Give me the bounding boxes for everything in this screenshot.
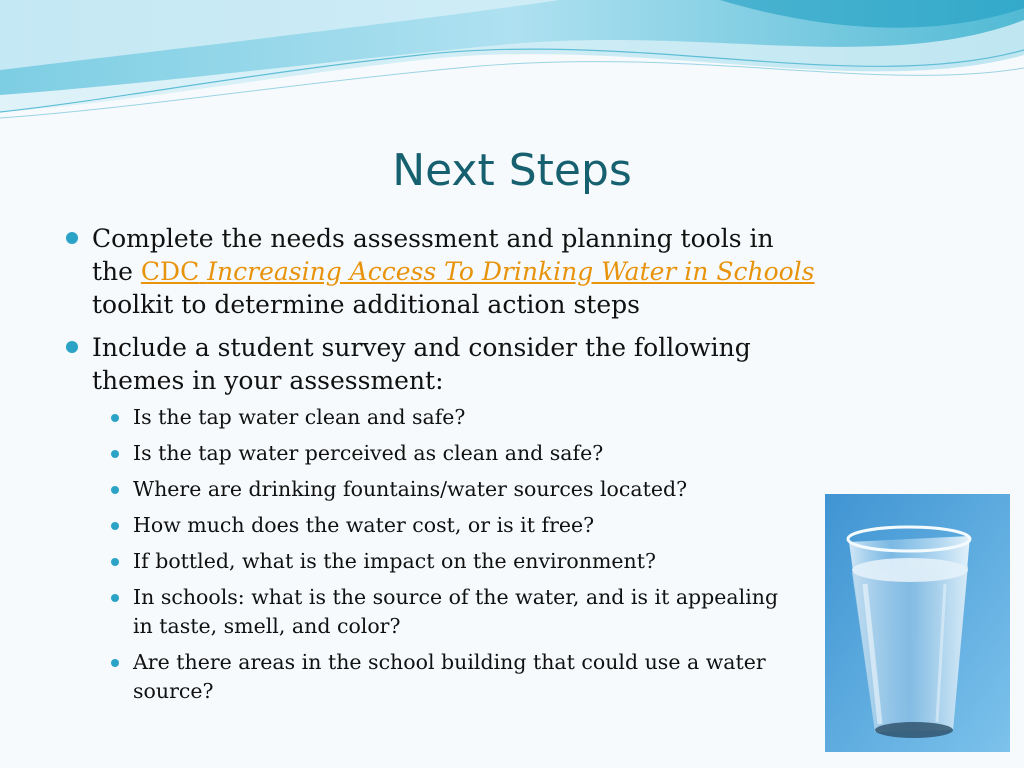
sub-bullet-text: Is the tap water perceived as clean and safe? (133, 441, 604, 465)
link-title: Increasing Access To Drinking Water in Schools (207, 257, 815, 286)
bullet-dot-icon (111, 414, 119, 422)
sub-bullet-text: Is the tap water clean and safe? (133, 405, 466, 429)
bullet-dot-icon (111, 486, 119, 494)
sub-bullet-item (133, 475, 788, 504)
bullet-dot-icon (111, 522, 119, 530)
sub-bullet-text: Are there areas in the school building that could use a water source? (133, 650, 766, 703)
bullet-item (92, 331, 822, 397)
header-wave-decoration (0, 0, 1024, 130)
bullet-dot-icon (111, 450, 119, 458)
bullet-dot-icon (111, 558, 119, 566)
cdc-toolkit-link[interactable] (141, 257, 815, 286)
sub-bullet-item (133, 511, 788, 540)
glass-of-water-icon (825, 494, 1010, 752)
sub-bullet-item (133, 439, 788, 468)
sub-bullet-text: How much does the water cost, or is it free? (133, 513, 595, 537)
bullet-dot-icon (66, 232, 78, 244)
sub-bullet-item (133, 403, 788, 432)
sub-bullet-text: In schools: what is the source of the water, and is it appealing in taste, smell, and color? (133, 585, 779, 638)
bullet-dot-icon (111, 594, 119, 602)
bullet-dot-icon (66, 341, 78, 353)
link-prefix: CDC (140, 257, 200, 286)
bullet-text: Include a student survey and consider the following themes in your assessment: (92, 333, 751, 395)
sub-bullet-item (133, 583, 788, 641)
sub-bullet-text: Where are drinking fountains/water sources located? (133, 477, 688, 501)
bullet-item (92, 222, 822, 321)
bullet-text-tail: toolkit to determine additional action steps (92, 290, 640, 319)
slide-title: Next Steps (392, 145, 632, 196)
bullet-dot-icon (111, 659, 119, 667)
bullet-text: Complete the needs assessment and planning tools in the (92, 224, 774, 286)
sub-bullet-item (133, 547, 788, 576)
sub-bullet-item (133, 648, 788, 706)
sub-bullet-text: If bottled, what is the impact on the environment? (133, 549, 656, 573)
